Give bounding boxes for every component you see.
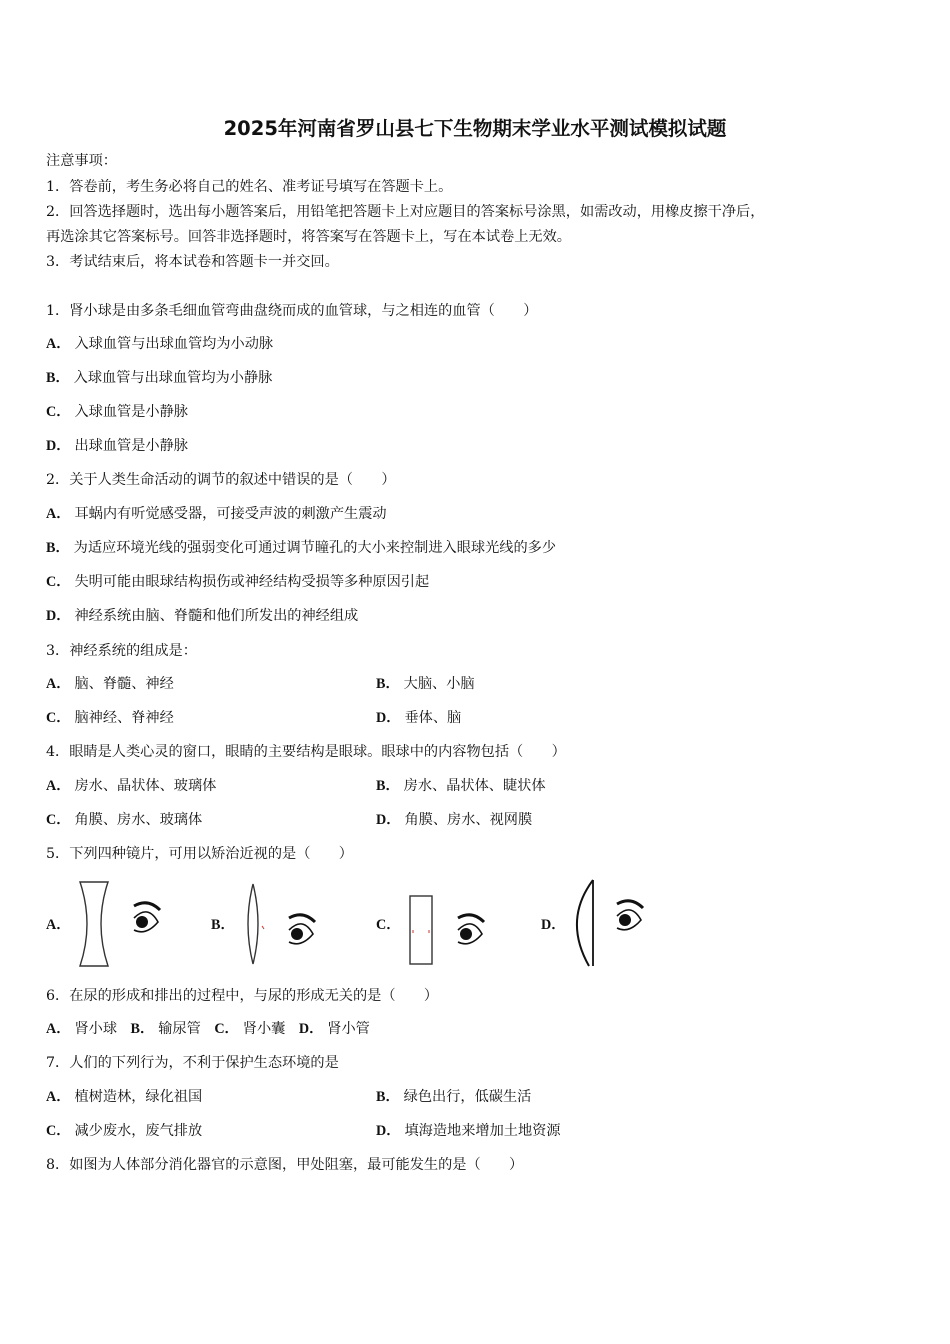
question-stem: 7．人们的下列行为，不利于保护生态环境的是 — [46, 1055, 339, 1071]
option-c — [46, 402, 188, 422]
option-text: 角膜、房水、玻璃体 — [74, 812, 203, 828]
option-label: C． — [214, 1021, 239, 1037]
option-text: 角膜、房水、视网膜 — [404, 812, 533, 828]
option-label: A． — [46, 506, 71, 522]
option-text: 出球血管是小静脉 — [74, 438, 188, 454]
option-b — [46, 368, 272, 388]
option-label: D． — [298, 1021, 324, 1037]
option-text: 肾小管 — [327, 1021, 370, 1037]
option-label: D． — [46, 608, 71, 624]
option-label: B． — [376, 778, 400, 794]
notice-item: 1．答卷前，考生务必将自己的姓名、准考证号填写在答题卡上。 — [46, 179, 453, 195]
option-label: D． — [376, 710, 401, 726]
option-label: D． — [541, 917, 566, 933]
concave-lens-icon — [46, 874, 196, 974]
option-c — [46, 572, 429, 592]
option-label: A． — [46, 1089, 71, 1105]
option-label: C． — [46, 574, 71, 590]
question-stem: 2．关于人类生命活动的调节的叙述中错误的是（ ） — [46, 472, 396, 488]
option-text: 垂体、脑 — [404, 710, 462, 726]
option-label: A． — [46, 917, 71, 933]
option-a — [46, 334, 273, 354]
option-label: B． — [46, 540, 70, 556]
option-label: B． — [376, 1089, 400, 1105]
question-stem: 5．下列四种镜片，可用以矫治近视的是（ ） — [46, 846, 353, 862]
option-a — [46, 874, 196, 974]
option-text: 耳蜗内有听觉感受器，可接受声波的刺激产生震动 — [74, 506, 387, 522]
option-label: C． — [46, 812, 71, 828]
convex-lens-icon — [211, 874, 361, 974]
option-text: 大脑、小脑 — [403, 676, 475, 692]
option-d — [541, 874, 691, 974]
option-d — [376, 810, 532, 830]
option-b — [376, 674, 475, 694]
option-text: 房水、晶状体、玻璃体 — [74, 778, 217, 794]
option-label: B． — [376, 676, 400, 692]
option-text: 绿色出行，低碳生活 — [403, 1089, 532, 1105]
question-stem: 3．神经系统的组成是： — [46, 643, 197, 659]
option-label: B． — [211, 917, 235, 933]
option-text: 肾小球 — [74, 1021, 118, 1037]
option-label: B． — [46, 370, 70, 386]
option-label: D． — [376, 1123, 401, 1139]
lens-options — [46, 874, 666, 974]
option-text: 填海造地来增加土地资源 — [404, 1123, 561, 1139]
notice-heading: 注意事项： — [46, 153, 117, 169]
option-a — [46, 1087, 202, 1107]
notice-item: 2．回答选择题时，选出每小题答案后，用铅笔把答题卡上对应题目的答案标号涂黑，如需改动，用橡皮擦干净后， — [46, 204, 765, 220]
page-title: 2025年河南省罗山县七下生物期末学业水平测试模拟试题 — [223, 117, 727, 140]
option-b — [376, 1087, 531, 1107]
option-d — [376, 708, 461, 728]
option-label: A． — [46, 676, 71, 692]
option-label: C． — [376, 917, 401, 933]
question-stem: 1．肾小球是由多条毛细血管弯曲盘绕而成的血管球，与之相连的血管（ ） — [46, 303, 538, 319]
option-label: C． — [46, 404, 71, 420]
options-row — [46, 1019, 370, 1039]
option-text: 肾小囊 — [242, 1021, 286, 1037]
option-label: A． — [46, 1021, 71, 1037]
notice-item: 再选涂其它答案标号。回答非选择题时，将答案写在答题卡上，写在本试卷上无效。 — [46, 229, 571, 245]
option-c — [46, 1121, 202, 1141]
question-stem: 6．在尿的形成和排出的过程中，与尿的形成无关的是（ ） — [46, 988, 439, 1004]
option-a — [46, 776, 216, 796]
option-text: 失明可能由眼球结构损伤或神经结构受损等多种原因引起 — [74, 574, 430, 590]
option-text: 神经系统由脑、脊髓和他们所发出的神经组成 — [74, 608, 359, 624]
option-c — [376, 874, 526, 974]
option-label: C． — [46, 710, 71, 726]
option-text: 入球血管与出球血管均为小动脉 — [74, 336, 274, 352]
option-text: 为适应环境光线的强弱变化可通过调节瞳孔的大小来控制进入眼球光线的多少 — [73, 540, 557, 556]
option-a — [46, 504, 387, 524]
option-b — [376, 776, 546, 796]
option-d — [46, 436, 188, 456]
question-stem: 4．眼睛是人类心灵的窗口，眼睛的主要结构是眼球。眼球中的内容物包括（ ） — [46, 744, 566, 760]
option-text: 脑、脊髓、神经 — [74, 676, 174, 692]
option-c — [46, 810, 202, 830]
option-d — [46, 606, 358, 626]
option-text: 入球血管与出球血管均为小静脉 — [73, 370, 273, 386]
option-label: D． — [376, 812, 401, 828]
option-text: 植树造林，绿化祖国 — [74, 1089, 203, 1105]
option-a — [46, 674, 174, 694]
option-label: B． — [130, 1021, 155, 1037]
option-text: 脑神经、脊神经 — [74, 710, 174, 726]
option-b — [211, 874, 361, 974]
option-label: D． — [46, 438, 71, 454]
flat-glass-icon — [376, 874, 526, 974]
option-text: 减少废水，废气排放 — [74, 1123, 203, 1139]
option-text: 输尿管 — [158, 1021, 201, 1037]
option-text: 入球血管是小静脉 — [74, 404, 188, 420]
option-d — [376, 1121, 561, 1141]
notice-item: 3．考试结束后，将本试卷和答题卡一并交回。 — [46, 254, 339, 270]
option-label: C． — [46, 1123, 71, 1139]
question-stem: 8．如图为人体部分消化器官的示意图，甲处阻塞，最可能发生的是（ ） — [46, 1157, 524, 1173]
option-c — [46, 708, 174, 728]
plano-convex-lens-icon — [541, 874, 691, 974]
option-label: A． — [46, 336, 71, 352]
option-text: 房水、晶状体、睫状体 — [403, 778, 546, 794]
option-label: A． — [46, 778, 71, 794]
option-b — [46, 538, 556, 558]
